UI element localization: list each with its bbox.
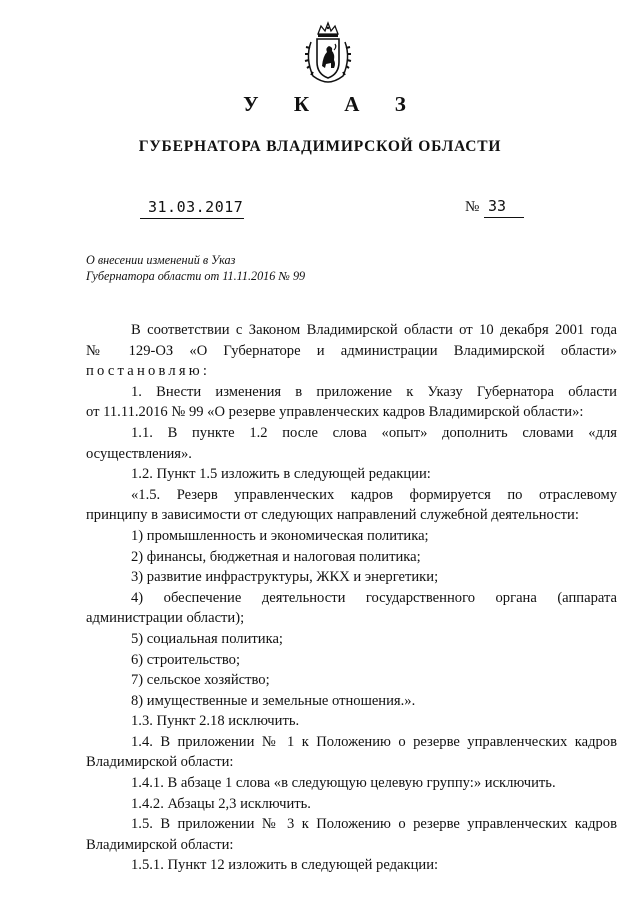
coat-of-arms-icon bbox=[301, 20, 355, 86]
text-line: принципу в зависимости от следующих направлений служебной деятельности: bbox=[86, 507, 579, 524]
list-item: 7) сельское хозяйство; bbox=[131, 672, 270, 689]
text-line: от 11.11.2016 № 99 «О резерве управленческих кадров Владимирской области»: bbox=[86, 404, 584, 421]
paragraph: 1.4.1. В абзаце 1 слова «в следующую целевую группу:» исключить. bbox=[131, 775, 556, 792]
list-item bbox=[86, 588, 617, 629]
text-line: 1.4. В приложении № 1 к Положению о резерве управленческих кадров bbox=[131, 733, 617, 750]
number-label: № bbox=[465, 199, 480, 215]
list-item: 5) социальная политика; bbox=[131, 630, 283, 647]
subject-line: Губернатора области от 11.11.2016 № 99 bbox=[86, 269, 306, 283]
paragraph: 1.2. Пункт 1.5 изложить в следующей редакции: bbox=[131, 466, 431, 483]
text-line: постановляю: bbox=[86, 363, 211, 380]
document-subtitle: ГУБЕРНАТОРА ВЛАДИМИРСКОЙ ОБЛАСТИ bbox=[138, 138, 502, 155]
text-line: № 129-ОЗ «О Губернаторе и администрации Владимирской области» bbox=[86, 342, 617, 359]
document-title: У К А З bbox=[243, 92, 421, 116]
document-subject bbox=[86, 252, 446, 284]
list-item: 2) финансы, бюджетная и налоговая политика; bbox=[131, 548, 421, 565]
subject-line: О внесении изменений в Указ bbox=[86, 253, 236, 267]
list-item: 6) строительство; bbox=[131, 651, 241, 668]
list-item: 1) промышленность и экономическая политика; bbox=[131, 527, 429, 544]
text-line: 1.5. В приложении № 3 к Положению о резерве управленческих кадров bbox=[131, 816, 617, 833]
text-line: 1.1. В пункте 1.2 после слова «опыт» дополнить словами «для bbox=[131, 424, 617, 441]
paragraph: 1.4.2. Абзацы 2,3 исключить. bbox=[131, 795, 311, 812]
paragraph: 1.5.1. Пункт 12 изложить в следующей редакции: bbox=[131, 857, 439, 874]
text-line: осуществления». bbox=[86, 445, 192, 462]
list-item: 3) развитие инфраструктуры, ЖКХ и энергетики; bbox=[131, 569, 439, 586]
text-line: администрации области); bbox=[86, 610, 245, 627]
paragraph bbox=[86, 423, 617, 464]
paragraph bbox=[86, 320, 617, 382]
date-field bbox=[140, 198, 244, 219]
text-line: Владимирской области: bbox=[86, 836, 234, 853]
document-number: 33 bbox=[488, 197, 507, 215]
list-item: 8) имущественные и земельные отношения.». bbox=[131, 692, 416, 709]
paragraph bbox=[86, 814, 617, 855]
paragraph bbox=[86, 382, 617, 423]
document-date: 31.03.2017 bbox=[148, 198, 244, 216]
text-line: В соответствии с Законом Владимирской области от 10 декабря 2001 года bbox=[131, 322, 617, 338]
text-line: Владимирской области: bbox=[86, 754, 234, 771]
text-line: «1.5. Резерв управленческих кадров формируется по отраслевому bbox=[131, 486, 617, 503]
paragraph bbox=[86, 732, 617, 773]
number-field bbox=[484, 197, 524, 218]
paragraph bbox=[86, 485, 617, 526]
paragraph: 1.3. Пункт 2.18 исключить. bbox=[131, 713, 300, 730]
document-body bbox=[86, 320, 617, 876]
text-line: 4) обеспечение деятельности государственного органа (аппарата bbox=[131, 589, 617, 606]
text-line: 1. Внести изменения в приложение к Указу Губернатора области bbox=[131, 383, 617, 400]
